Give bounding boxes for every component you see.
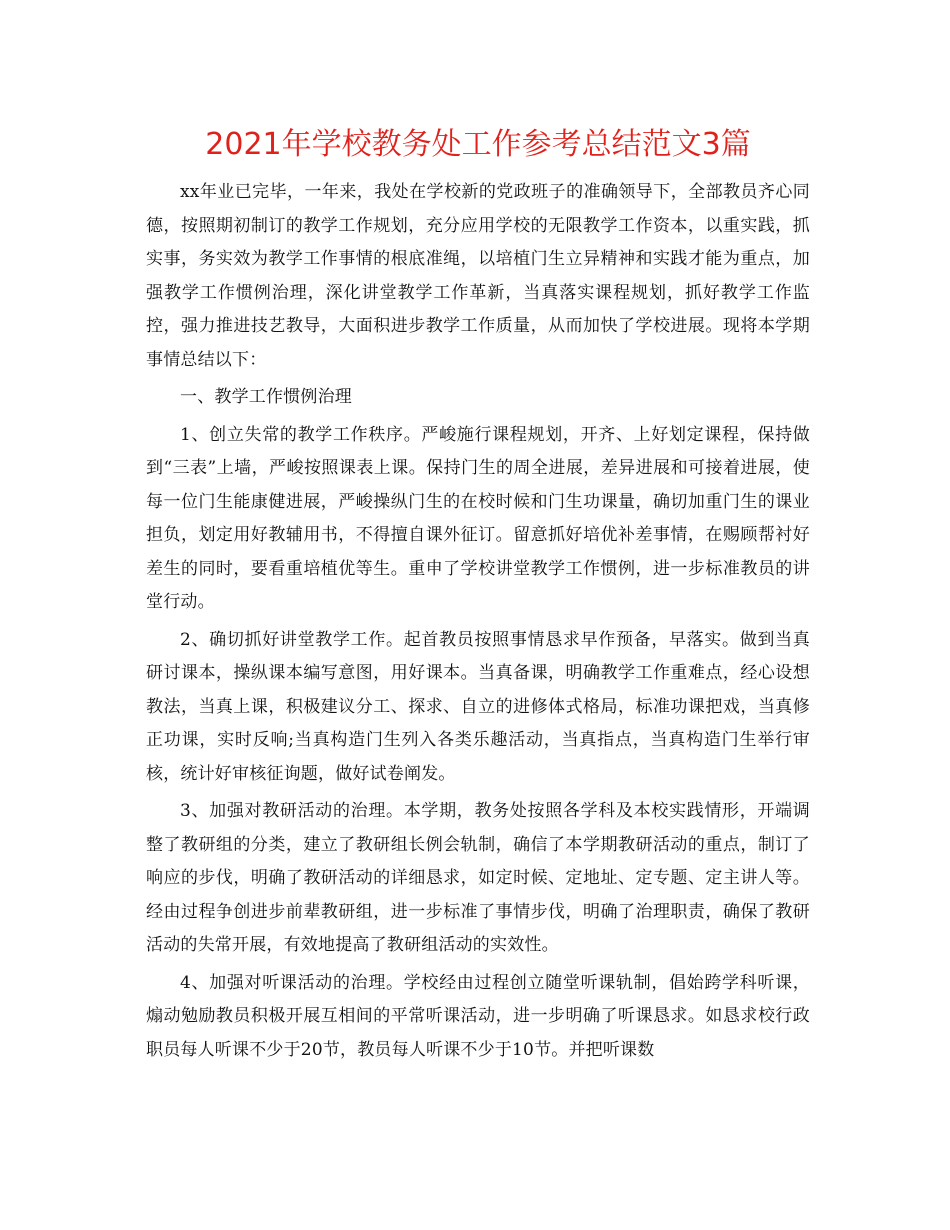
paragraph-item-1: 1、创立失常的教学工作秩序。严峻施行课程规划，开齐、上好划定课程，保持做到“三表”上墙，严峻按照课表上课。保持门生的周全进展，差异进展和可接着进展，使每一位门生能康健进展，严峻操纵门生的在校时候和门生功课量，确切加重门生的课业担负，划定用好教辅用书，不得擅自课外征订。留意抓好培优补差事情，在赐顾帮衬好差生的同时，要看重培植优等生。重申了学校讲堂教学工作惯例，进一步标准教员的讲堂行动。: [146, 424, 810, 612]
paragraph-item-4: 4、加强对听课活动的治理。学校经由过程创立随堂听课轨制，倡始跨学科听课，煽动勉励教员积极开展互相间的平常听课活动，进一步明确了听课恳求。如恳求校行政职员每人听课不少于20节，教员每人听课不少于10节。并把听课数: [146, 972, 810, 1060]
paragraph-item-3: 3、加强对教研活动的治理。本学期，教务处按照各学科及本校实践情形，开端调整了教研组的分类，建立了教研组长例会轨制，确信了本学期教研活动的重点，制订了响应的步伐，明确了教研活动的详细恳求，如定时候、定地址、定专题、定主讲人等。经由过程争创进步前辈教研组，进一步标准了事情步伐，明确了治理职责，确保了教研活动的失常开展，有效地提高了教研组活动的实效性。: [146, 801, 810, 955]
paragraph-intro: xx年业已完毕，一年来，我处在学校新的党政班子的准确领导下，全部教员齐心同德，按照期初制订的教学工作规划，充分应用学校的无限教学工作资本，以重实践，抓实事，务实效为教学工作事情的根底准绳，以培植门生立异精神和实践才能为重点，加强教学工作惯例治理，深化讲堂教学工作革新，当真落实课程规划，抓好教学工作监控，强力推进技艺教导，大面积进步教学工作质量，从而加快了学校进展。现将本学期事情总结以下：: [146, 182, 810, 370]
document-page: [146, 118, 810, 1071]
section-heading-routine-management: 一、教学工作惯例治理: [180, 387, 352, 407]
document-title: 2021年学校教务处工作参考总结范文3篇: [205, 127, 751, 162]
paragraph-item-2: 2、确切抓好讲堂教学工作。起首教员按照事情恳求早作预备，早落实。做到当真研讨课本，操纵课本编写意图，用好课本。当真备课，明确教学工作重难点，经心设想教法，当真上课，积极建议分工、探求、自立的进修体式格局，标准功课把戏，当真修正功课，实时反响;当真构造门生列入各类乐趣活动，当真指点，当真构造门生举行审核，统计好审核征询题，做好试卷阐发。: [146, 629, 810, 784]
